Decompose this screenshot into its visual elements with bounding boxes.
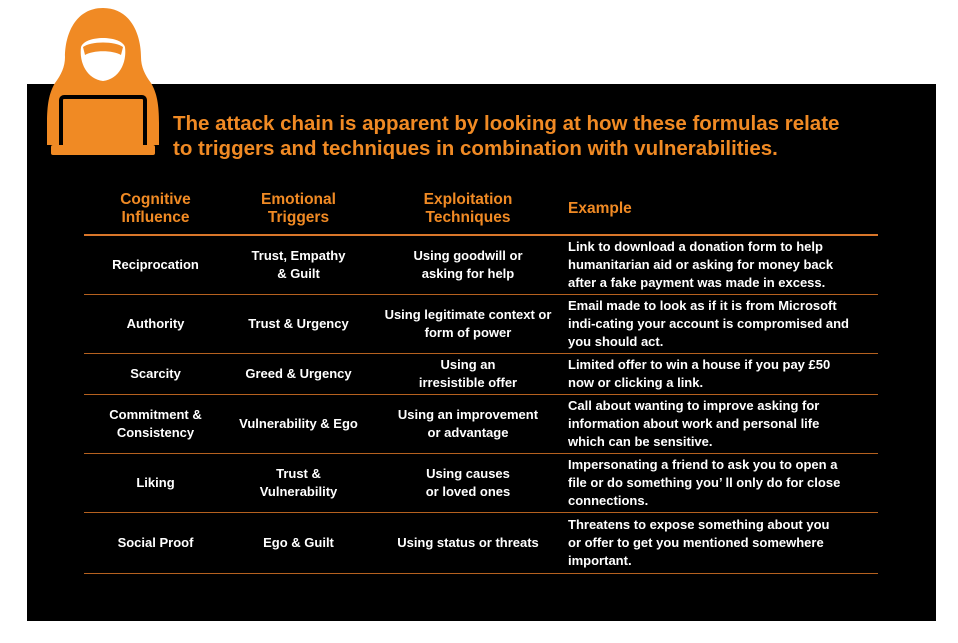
cell-cognitive [84,235,227,295]
cell-emotional [227,235,370,295]
cell-emotional [227,395,370,454]
cell-exploitation [370,454,566,513]
header-cognitive-influence [84,190,227,235]
cell-example-line: file or do something you’ ll only do for close [568,475,841,490]
cell-exploitation-line: asking for help [421,266,515,281]
table-row [84,235,878,295]
cell-emotional [227,354,370,395]
cell-cognitive-line: Consistency [116,425,195,440]
cell-cognitive-line: Social Proof [117,535,194,550]
cell-example-line: Link to download a donation form to help [568,239,823,254]
table-row [84,454,878,513]
cell-example-line: you should act. [568,334,664,349]
cell-example [566,295,878,354]
cell-exploitation [370,395,566,454]
cell-emotional [227,454,370,513]
cell-exploitation [370,513,566,574]
cell-exploitation-line: Using goodwill or [413,248,523,263]
cell-example-line: after a fake payment was made in excess. [568,275,826,290]
cell-example [566,395,878,454]
cell-exploitation-line: Using legitimate context or [384,307,552,322]
cell-exploitation-line: or advantage [427,425,509,440]
header-emotional-line: Emotional [261,191,336,208]
attack-chain-table [84,190,878,574]
cell-emotional-line: & Guilt [277,266,320,281]
cell-cognitive-line: Reciprocation [112,257,199,272]
table-header-row [84,190,878,235]
table-body [84,235,878,574]
cell-emotional-line: Trust, Empathy [251,248,346,263]
cell-exploitation [370,295,566,354]
cell-example-line: Limited offer to win a house if you pay £50 [568,357,831,372]
cell-example [566,454,878,513]
cell-cognitive-line: Commitment & [109,407,202,422]
cell-example-line: indi-cating your account is compromised and [568,316,849,331]
header-exploitation-line: Techniques [425,209,511,226]
headline [173,111,913,161]
cell-example-line: now or clicking a link. [568,375,704,390]
cell-exploitation-line: Using causes [426,466,510,481]
cell-exploitation-line: irresistible offer [418,375,518,390]
cell-cognitive [84,295,227,354]
cell-exploitation-line: Using status or threats [397,535,539,550]
cell-example-line: Call about wanting to improve asking for [568,398,820,413]
header-exploitation-techniques [370,190,566,235]
cell-example-line: Email made to look as if it is from Microsoft [568,298,837,313]
cell-exploitation-line: or loved ones [425,484,511,499]
cell-emotional-line: Greed & Urgency [245,366,352,381]
table-row [84,295,878,354]
cell-exploitation-line: Using an [440,357,496,372]
cell-example [566,235,878,295]
cell-exploitation-line: form of power [424,325,512,340]
table-row [84,354,878,395]
cell-emotional-line: Ego & Guilt [263,535,334,550]
header-exploitation-line: Exploitation [423,191,513,208]
cell-cognitive [84,354,227,395]
cell-example-line: Impersonating a friend to ask you to open a [568,457,838,472]
hacker-with-laptop-icon [47,5,159,157]
cell-exploitation-line: Using an improvement [397,407,539,422]
cell-exploitation [370,235,566,295]
cell-emotional-line: Vulnerability [259,484,338,499]
cell-cognitive [84,395,227,454]
table-row [84,395,878,454]
header-emotional-line: Triggers [267,209,330,226]
header-cognitive-line: Influence [121,209,190,226]
cell-cognitive [84,513,227,574]
cell-cognitive-line: Scarcity [130,366,181,381]
cell-cognitive [84,454,227,513]
cell-example-line: connections. [568,493,649,508]
cell-example-line: important. [568,553,632,568]
cell-cognitive-line: Authority [126,316,185,331]
cell-emotional [227,513,370,574]
cell-emotional-line: Trust & Urgency [248,316,349,331]
cell-emotional-line: Trust & [276,466,321,481]
headline-line-2: to triggers and techniques in combination with vulnerabilities. [173,137,778,160]
table-row [84,513,878,574]
cell-example-line: humanitarian aid or asking for money back [568,257,834,272]
cell-cognitive-line: Liking [136,475,175,490]
cell-emotional-line: Vulnerability & Ego [239,416,358,431]
cell-example-line: which can be sensitive. [568,434,713,449]
header-emotional-triggers [227,190,370,235]
header-example: Example [566,190,878,235]
headline-line-1: The attack chain is apparent by looking at how these formulas relate [173,112,840,135]
cell-example-line: Threatens to expose something about you [568,517,830,532]
cell-exploitation [370,354,566,395]
header-cognitive-line: Cognitive [120,191,191,208]
cell-example-line: or offer to get you mentioned somewhere [568,535,824,550]
cell-example [566,354,878,395]
cell-emotional [227,295,370,354]
cell-example-line: information about work and personal life [568,416,820,431]
cell-example [566,513,878,574]
